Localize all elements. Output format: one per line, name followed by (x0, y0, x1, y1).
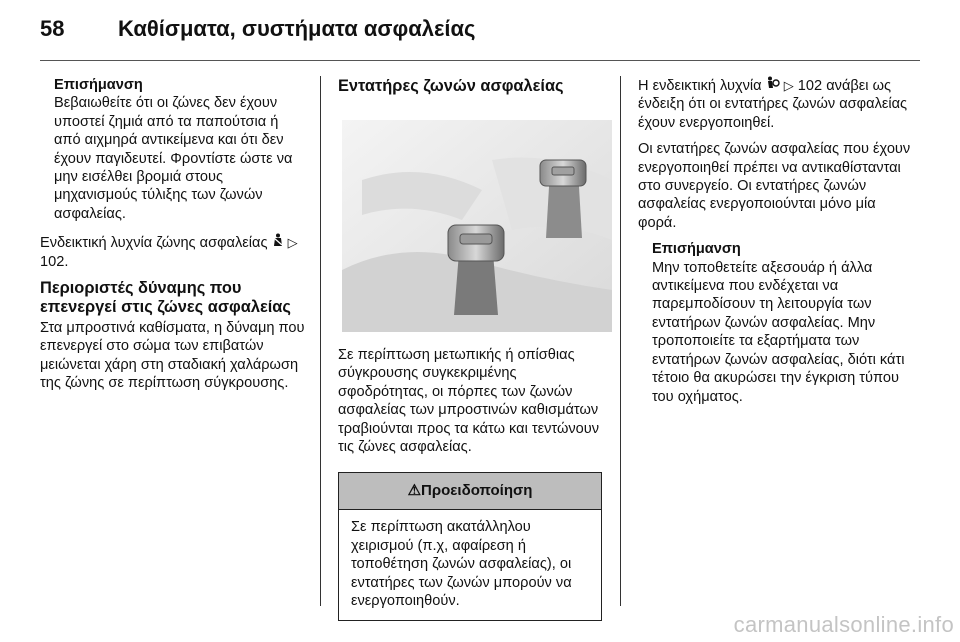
section-paragraph: Σε περίπτωση μετωπικής ή οπίσθιας σύγκρουσης συγκεκριμένης σφοδρότητας, οι πόρπες των ζωνών ασφαλείας των μπροστινών καθισμάτων τραβιούνται προς τα κάτω και τεντώνουν τις ζώνες ασφαλείας. (338, 347, 600, 456)
indicator-paragraph (40, 233, 308, 271)
warning-text: Σε περίπτωση ακατάλληλου χειρισμού (π.χ, αφαίρεση ή τοποθέτηση ζωνών ασφαλείας), οι εντατήρες των ζωνών μπορούν να ενεργοποιηθούν. (351, 519, 572, 610)
column-divider (320, 76, 321, 606)
watermark: carmanualsonline.info (733, 612, 954, 637)
para-ref: 102 (797, 78, 823, 94)
warning-header (339, 473, 601, 510)
page-header (0, 0, 960, 56)
page-title: Καθίσματα, συστήματα ασφαλείας (118, 16, 476, 41)
page-reference-icon: ▷ (783, 78, 794, 93)
warning-box (338, 472, 602, 621)
header-rule (40, 60, 920, 61)
section-paragraph: Στα μπροστινά καθίσματα, η δύναμη που επενεργεί στο σώμα των επιβατών μειώνεται χάρη στη σταδιακή χαλάρωση της ζώνης σε περίπτωση σύγκρουσης. (40, 320, 305, 392)
indicator-ref: 102. (40, 253, 69, 270)
para-text-end: ανάβει ως ένδειξη ότι οι εντατήρες ζωνών ασφαλείας έχουν ενεργοποιηθεί. (638, 78, 908, 131)
section-heading: Περιοριστές δύναμης που επενεργεί στις ζώνες ασφαλείας (40, 279, 291, 317)
warning-title: Προειδοποίηση (421, 482, 533, 500)
column-right (638, 76, 916, 416)
tensioner-replacement-paragraph: Οι εντατήρες ζωνών ασφαλείας που έχουν ενεργοποιηθεί πρέπει να αντικαθίστανται στο συνεργείο. Οι εντατήρες ζωνών ασφαλείας ενεργοποιούνται μόνο μία φορά. (638, 141, 911, 231)
section-heading: Εντατήρες ζωνών ασφαλείας (338, 77, 564, 95)
page-reference-icon: ▷ (287, 235, 298, 251)
note-text: Μην τοποθετείτε αξεσουάρ ή άλλα αντικείμενα που ενδέχεται να παρεμποδίσουν τη λειτουργία των εντατήρων ζωνών ασφαλείας. Μην τροποποιείτε τα εξαρτήματα των εντατήρων ζωνών ασφαλείας, διότι κάτι τέτοιο θα ακυρώσει την έγκριση τύπου του οχήματος. (652, 259, 905, 405)
tensioner-indicator-paragraph (638, 76, 916, 132)
column-left (40, 76, 308, 401)
note-box (54, 76, 308, 223)
note-title: Επισήμανση (54, 77, 143, 93)
note-text: Βεβαιωθείτε ότι οι ζώνες δεν έχουν υποστεί ζημιά από τα παπούτσια ή από αιχμηρά αντικείμενα και ότι δεν έχουν παγιδευτεί. Φροντίστε ώστε να μην εισέλθει βρομιά στους μηχανισμούς τύλιξης των ζωνών ασφαλείας. (54, 95, 293, 222)
note-title: Επισήμανση (652, 241, 741, 258)
seatbelt-buckle-image (342, 120, 612, 332)
seatbelt-icon (272, 233, 284, 252)
note-box (652, 240, 916, 406)
page-number: 58 (40, 16, 65, 41)
airbag-indicator-icon (766, 76, 780, 95)
column-middle (338, 76, 606, 621)
column-divider (620, 76, 621, 606)
indicator-text: Ενδεικτική λυχνία ζώνης ασφαλείας (40, 235, 268, 252)
para-text: Η ενδεικτική λυχνία (638, 78, 762, 94)
warning-icon: ⚠ (407, 482, 422, 500)
